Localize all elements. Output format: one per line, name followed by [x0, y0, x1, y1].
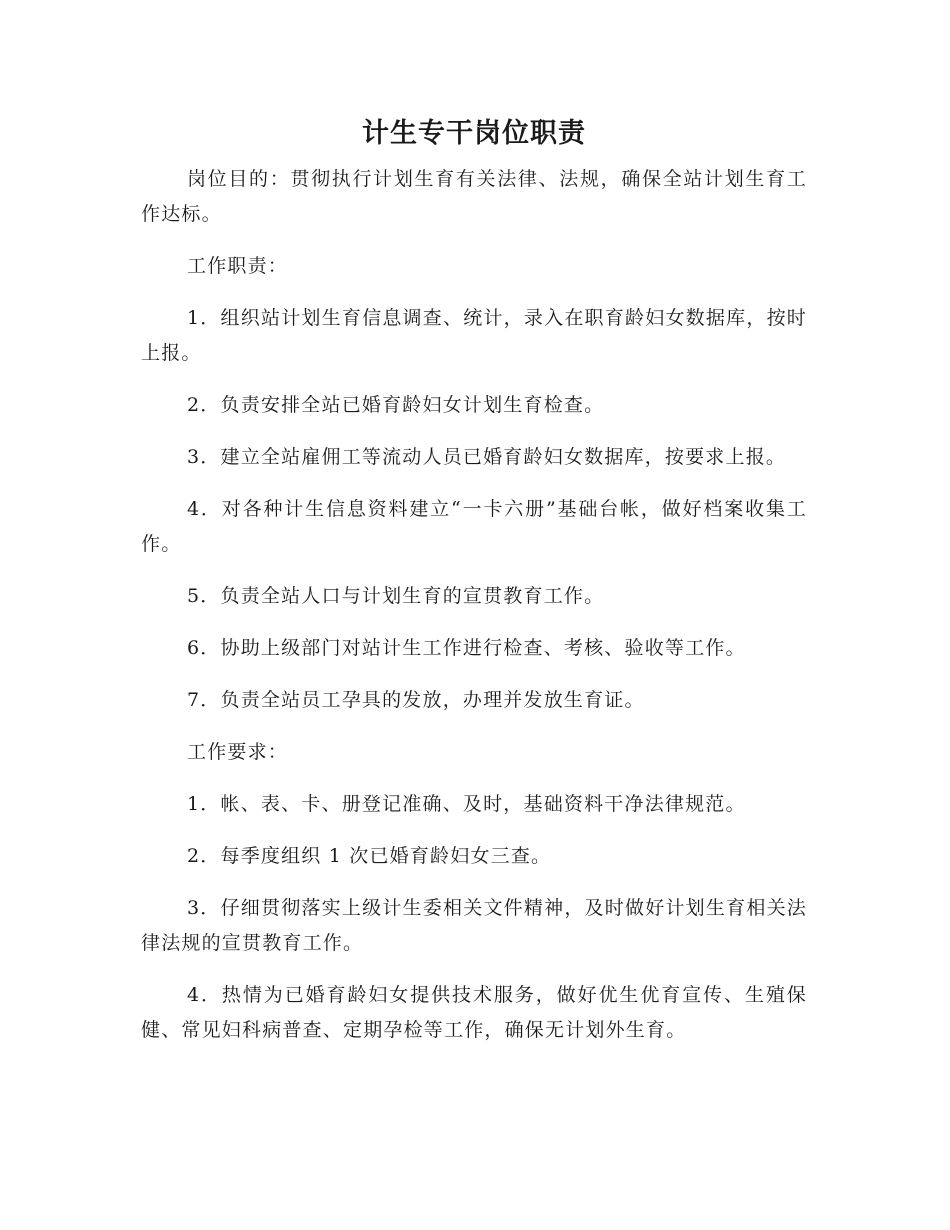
- duty-item: 1．组织站计划生育信息调查、统计，录入在职育龄妇女数据库，按时上报。: [141, 307, 807, 364]
- document-title: 计生专干岗位职责: [362, 118, 586, 149]
- document-page: [141, 112, 807, 1065]
- requirement-item: 1．帐、表、卡、册登记准确、及时，基础资料干净法律规范。: [187, 793, 746, 815]
- duties-heading: 工作职责：: [187, 255, 289, 277]
- requirement-item: 2．每季度组织 1 次已婚育龄妇女三查。: [187, 845, 552, 867]
- duty-item: 6．协助上级部门对站计生工作进行检查、考核、验收等工作。: [187, 637, 746, 659]
- duty-item: 3．建立全站雇佣工等流动人员已婚育龄妇女数据库，按要求上报。: [187, 446, 787, 468]
- duty-item: 2．负责安排全站已婚育龄妇女计划生育检查。: [187, 394, 605, 416]
- requirement-item: 3．仔细贯彻落实上级计生委相关文件精神，及时做好计划生育相关法律法规的宣贯教育工作。: [141, 897, 807, 954]
- purpose-paragraph: 岗位目的：贯彻执行计划生育有关法律、法规，确保全站计划生育工作达标。: [141, 168, 807, 225]
- duty-item: 4．对各种计生信息资料建立“一卡六册”基础台帐，做好档案收集工作。: [141, 498, 807, 555]
- duty-item: 5．负责全站人口与计划生育的宣贯教育工作。: [187, 585, 605, 607]
- requirements-heading: 工作要求：: [187, 741, 289, 763]
- duty-item: 7．负责全站员工孕具的发放，办理并发放生育证。: [187, 689, 645, 711]
- requirement-item: 4．热情为已婚育龄妇女提供技术服务，做好优生优育宣传、生殖保健、常见妇科病普查、定期孕检等工作，确保无计划外生育。: [141, 984, 807, 1041]
